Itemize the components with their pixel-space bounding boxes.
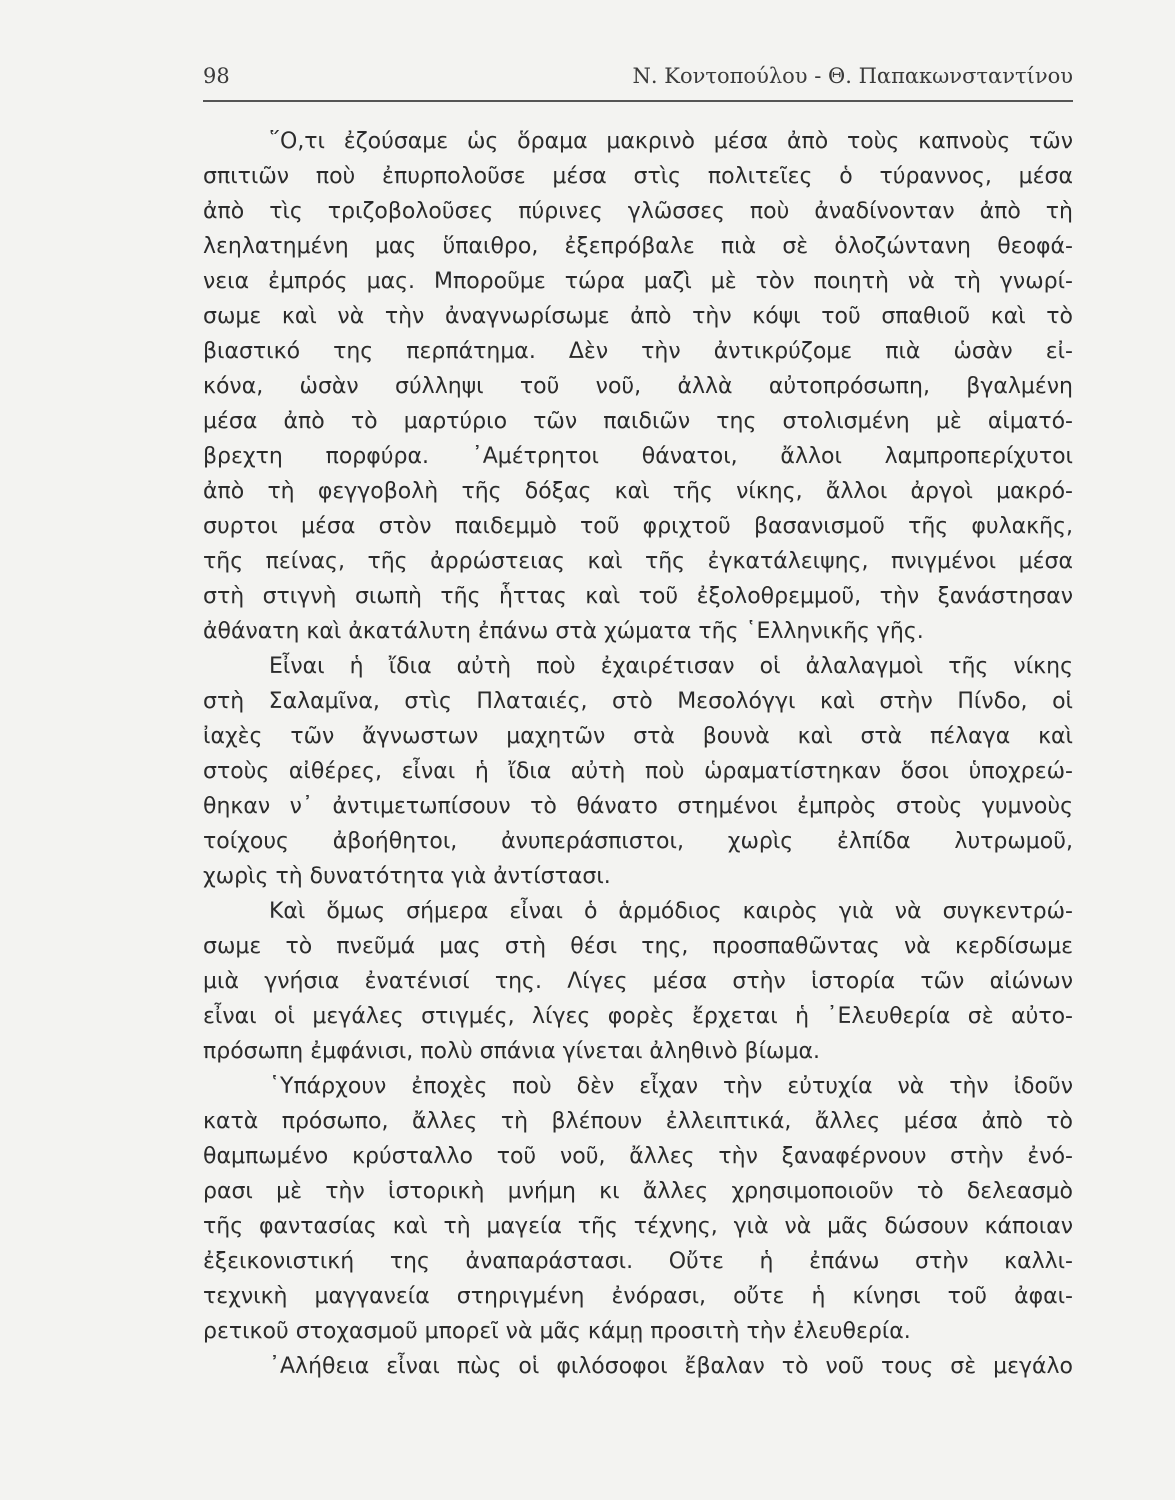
- text-line: ἐξεικονιστική της ἀναπαράστασι. Οὔτε ἡ ἐπάνω στὴν καλλι-: [203, 1249, 1073, 1274]
- text-line: ἰαχὲς τῶν ἄγνωστων μαχητῶν στὰ βουνὰ καὶ στὰ πέλαγα καὶ: [203, 724, 1073, 749]
- text-line: νεια ἐμπρός μας. Μποροῦμε τώρα μαζὶ μὲ τὸν ποιητὴ νὰ τὴ γνωρί-: [203, 269, 1073, 294]
- text-line: στὴ στιγνὴ σιωπὴ τῆς ἧττας καὶ τοῦ ἐξολοθρεμμοῦ, τὴν ξανάστησαν: [203, 584, 1073, 609]
- header-rule: [203, 100, 1073, 102]
- text-line: κατὰ πρόσωπο, ἄλλες τὴ βλέπουν ἐλλειπτικά, ἄλλες μέσα ἀπὸ τὸ: [203, 1109, 1073, 1134]
- text-line: ρασι μὲ τὴν ἱστορικὴ μνήμη κι ἄλλες χρησιμοποιοῦν τὸ δελεασμὸ: [203, 1179, 1073, 1204]
- text-line: τοίχους ἀβοήθητοι, ἀνυπεράσπιστοι, χωρὶς ἐλπίδα λυτρωμοῦ,: [203, 829, 1073, 854]
- text-line: θηκαν ν᾿ ἀντιμετωπίσουν τὸ θάνατο στημένοι ἐμπρὸς στοὺς γυμνοὺς: [203, 794, 1073, 819]
- text-line: στοὺς αἰθέρες, εἶναι ἡ ἴδια αὐτὴ ποὺ ὡραματίστηκαν ὅσοι ὑποχρεώ-: [203, 759, 1073, 784]
- text-line: κόνα, ὡσὰν σύλληψι τοῦ νοῦ, ἀλλὰ αὐτοπρόσωπη, βγαλμένη: [203, 374, 1073, 399]
- page-number: 98: [203, 64, 230, 88]
- text-line: σπιτιῶν ποὺ ἐπυρπολοῦσε μέσα στὶς πολιτεῖες ὁ τύραννος, μέσα: [203, 164, 1073, 189]
- text-line: ρετικοῦ στοχασμοῦ μπορεῖ νὰ μᾶς κάμῃ προσιτὴ τὴν ἐλευθερία.: [203, 1319, 911, 1344]
- text-line: πρόσωπη ἐμφάνισι, πολὺ σπάνια γίνεται ἀληθινὸ βίωμα.: [203, 1039, 820, 1064]
- text-line: εἶναι οἱ μεγάλες στιγμές, λίγες φορὲς ἔρχεται ἡ ᾿Ελευθερία σὲ αὐτο-: [203, 1004, 1073, 1029]
- text-line: βιαστικό της περπάτημα. Δὲν τὴν ἀντικρύζομε πιὰ ὡσὰν εἰ-: [203, 339, 1073, 364]
- page-header: [203, 64, 1073, 100]
- text-line: θαμπωμένο κρύσταλλο τοῦ νοῦ, ἄλλες τὴν ξαναφέρνουν στὴν ἐνό-: [203, 1144, 1073, 1169]
- text-line: ᾿Αλήθεια εἶναι πὼς οἱ φιλόσοφοι ἔβαλαν τὸ νοῦ τους σὲ μεγάλο: [269, 1354, 1073, 1379]
- text-line: σωμε τὸ πνεῦμά μας στὴ θέσι της, προσπαθῶντας νὰ κερδίσωμε: [203, 934, 1073, 959]
- text-line: τεχνικὴ μαγγανεία στηριγμένη ἐνόρασι, οὔτε ἡ κίνησι τοῦ ἀφαι-: [203, 1284, 1073, 1309]
- text-line: τῆς πείνας, τῆς ἀρρώστειας καὶ τῆς ἐγκατάλειψης, πνιγμένοι μέσα: [203, 549, 1073, 574]
- text-line: βρεχτη πορφύρα. ᾿Αμέτρητοι θάνατοι, ἄλλοι λαμπροπερίχυτοι: [203, 444, 1073, 469]
- text-line: λεηλατημένη μας ὕπαιθρο, ἐξεπρόβαλε πιὰ σὲ ὁλοζώντανη θεοφά-: [203, 234, 1073, 259]
- text-line: ἀθάνατη καὶ ἀκατάλυτη ἐπάνω στὰ χώματα τῆς ῾Ελληνικῆς γῆς.: [203, 619, 924, 644]
- text-line: ἀπὸ τὶς τριζοβολοῦσες πύρινες γλῶσσες ποὺ ἀναδίνονταν ἀπὸ τὴ: [203, 199, 1073, 224]
- text-line: συρτοι μέσα στὸν παιδεμμὸ τοῦ φριχτοῦ βασανισμοῦ τῆς φυλακῆς,: [203, 514, 1073, 539]
- text-line: ἀπὸ τὴ φεγγοβολὴ τῆς δόξας καὶ τῆς νίκης, ἄλλοι ἀργοὶ μακρό-: [203, 479, 1073, 504]
- running-title: Ν. Κοντοπούλου - Θ. Παπακωνσταντίνου: [632, 64, 1073, 88]
- text-line: ῞Ο,τι ἐζούσαμε ὡς ὅραμα μακρινὸ μέσα ἀπὸ τοὺς καπνοὺς τῶν: [269, 129, 1073, 154]
- text-line: Καὶ ὅμως σήμερα εἶναι ὁ ἁρμόδιος καιρὸς γιὰ νὰ συγκεντρώ-: [269, 899, 1073, 924]
- text-line: στὴ Σαλαμῖνα, στὶς Πλαταιές, στὸ Μεσολόγγι καὶ στὴν Πίνδο, οἱ: [203, 689, 1073, 714]
- text-line: Εἶναι ἡ ἴδια αὐτὴ ποὺ ἐχαιρέτισαν οἱ ἀλαλαγμοὶ τῆς νίκης: [269, 654, 1073, 679]
- text-line: μιὰ γνήσια ἐνατένισί της. Λίγες μέσα στὴν ἱστορία τῶν αἰώνων: [203, 969, 1073, 994]
- body-text: [203, 124, 1073, 1384]
- text-line: ῾Υπάρχουν ἐποχὲς ποὺ δὲν εἶχαν τὴν εὐτυχία νὰ τὴν ἰδοῦν: [269, 1074, 1073, 1099]
- text-line: σωμε καὶ νὰ τὴν ἀναγνωρίσωμε ἀπὸ τὴν κόψι τοῦ σπαθιοῦ καὶ τὸ: [203, 304, 1073, 329]
- text-line: μέσα ἀπὸ τὸ μαρτύριο τῶν παιδιῶν της στολισμένη μὲ αἱματό-: [203, 409, 1073, 434]
- text-line: τῆς φαντασίας καὶ τὴ μαγεία τῆς τέχνης, γιὰ νὰ μᾶς δώσουν κάποιαν: [203, 1214, 1073, 1239]
- text-line: χωρὶς τὴ δυνατότητα γιὰ ἀντίστασι.: [203, 864, 611, 889]
